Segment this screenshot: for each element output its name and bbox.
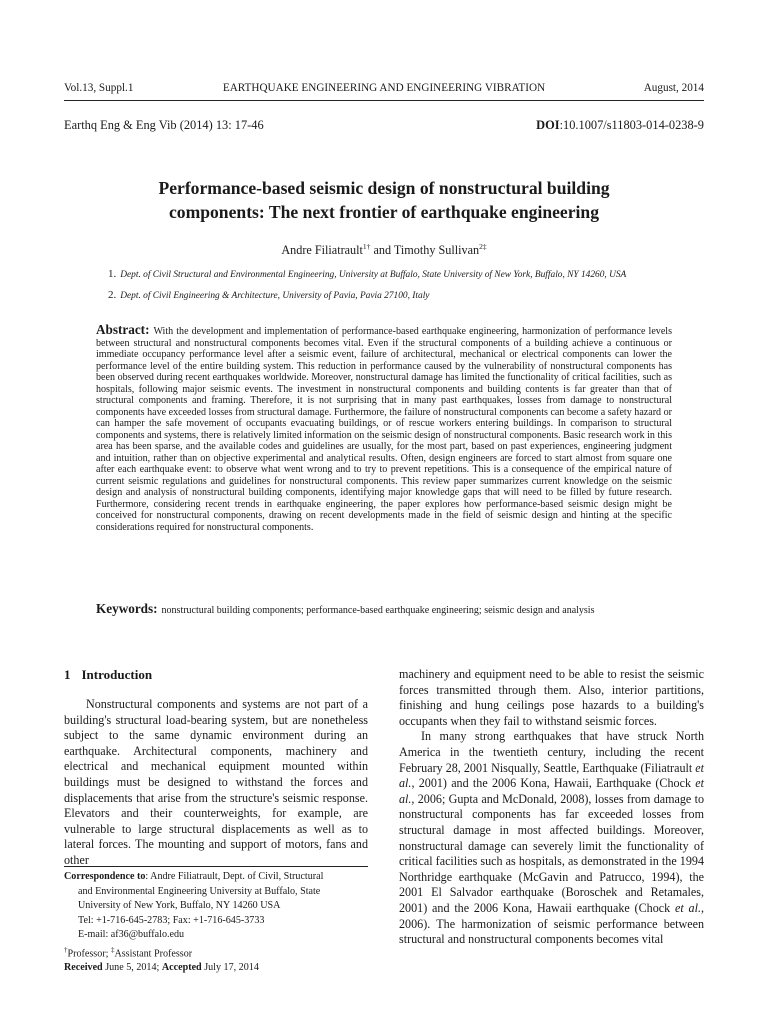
et-al: et al., [399,776,704,806]
affiliation-number: 1. [108,268,117,280]
keywords [96,601,696,617]
author-joiner: and [370,243,394,258]
author-roles [64,943,368,962]
abstract-label: Abstract: [96,322,150,337]
affiliation-number: 2. [108,289,117,301]
footnote-rule [64,866,368,867]
affiliation-2 [108,289,708,301]
body-text: , 2001) and the 2006 Kona, Hawaii, Earthquake (Chock [411,776,696,791]
body-text: In many strong earthquakes that have struck North America in the twentieth century, including the recent February 28, 2001 Nisqually, Seattle, Earthquake (Filiatrault [399,729,704,775]
affiliation-1 [108,268,708,280]
section-heading [64,667,152,683]
body-text: , 2006). The harmonization of seismic performance between structural and nonstructural components becomes vital [399,900,704,947]
journal-name: EARTHQUAKE ENGINEERING AND ENGINEERING VIBRATION [222,82,546,94]
issue-date: August, 2014 [643,82,704,94]
accepted-label: Accepted [161,962,202,974]
footnote [64,870,368,976]
affiliation-text: Dept. of Civil Engineering & Architecture, University of Pavia, Pavia 27100, Italy [120,291,430,301]
doi [536,118,704,133]
paper-title [64,176,704,224]
running-header [64,82,704,96]
received-label: Received [64,962,103,974]
author-1-mark: 1† [362,242,371,251]
contact-phone: Tel: +1-716-645-2783; Fax: +1-716-645-3733 [78,914,265,926]
citation-line [64,118,704,134]
body-paragraph [399,729,704,947]
role-text: Assistant Professor [114,947,193,959]
accepted-date: July 17, 2014 [201,962,259,974]
role-mark: ‡ [110,945,115,954]
doi-label: DOI [536,118,560,132]
et-al: et al. [674,900,701,915]
contact-email: E-mail: af36@buffalo.edu [78,929,185,940]
author-list [64,242,704,258]
correspondence-line [64,870,368,885]
author-2-mark: 2‡ [479,242,487,251]
title-line-2: components: The next frontier of earthquake engineering [168,202,600,222]
role-text: Professor; [67,947,111,959]
right-column [399,667,704,948]
role-mark: † [64,945,68,954]
doi-value: :10.1007/s11803-014-0238-9 [559,118,704,132]
volume-info: Vol.13, Suppl.1 [64,82,134,94]
correspondence-line: University of New York, Buffalo, NY 14260 USA [78,900,281,911]
keywords-label: Keywords: [96,601,158,616]
received-accepted [64,961,368,976]
section-number: 1 [64,667,71,682]
correspondence-text: : Andre Filiatrault, Dept. of Civil, Structural [145,871,324,882]
section-title: Introduction [81,667,153,682]
title-line-1: Performance-based seismic design of nonstructural building [158,178,610,198]
et-al: et al. [399,760,704,791]
author-2: Timothy Sullivan [393,243,480,258]
left-column [64,697,368,869]
body-paragraph: machinery and equipment need to be able to resist the seismic forces transmitted through them. Also, interior partitions, finishing and hung ceilings pose hazards to a building's occupants when they fail to withstand seismic forces. [399,667,704,728]
correspondence-label: Correspondence to [64,871,146,882]
received-date: June 5, 2014; [102,962,162,974]
body-paragraph: Nonstructural components and systems are not part of a building's structural load-bearing system, but are nonetheless subject to the same dynamic environment during an earthquake. Architectural components, machinery and electrical and mechanical equipment mounted within buildings must be designed to withstand the forces and displacements that arise from the structure's seismic response. Elevators and their counterweights, for example, are vulnerable to large structural displacements as well as to lateral forces. The mounting and support of motors, fans and other [64,697,368,867]
keywords-text: nonstructural building components; performance-based earthquake engineering; seismic design and analysis [161,605,595,616]
correspondence-line: and Environmental Engineering University at Buffalo, State [78,885,321,897]
affiliation-text: Dept. of Civil Structural and Environmental Engineering, University at Buffalo, State University of New York, Buffalo, NY 14260, USA [120,270,627,280]
body-text: 2006; Gupta and McDonald, 2008), losses from damage to nonstructural components has far exceeded losses from structural damage in most affected buildings. Moreover, nonstructural damage can severely limit the functionality of critical facilities such as hospitals, as demonstrated in the 1994 Northridge earthquake (McGavin and Patrucco, 1994), the 2001 El Salvador earthquake (Boroschek and Retamales, 2001) and the 2006 Kona, Hawaii earthquake (Chock [399,791,704,915]
header-rule [64,100,704,101]
citation-ref: Earthq Eng & Eng Vib (2014) 13: 17-46 [64,118,264,132]
abstract-text: With the development and implementation of performance-based earthquake engineering, harmonization of performance levels between structural and nonstructural components becomes vital. Even if the structural components of a building achieve a continuous or immediate occupancy performance level after a seismic event, failure of architectural, mechanical or electrical components can lower the performance level of the entire building system. This reduction in performance caused by the vulnerability of nonstructural components has been observed during recent earthquakes worldwide. Moreover, nonstructural damage has limited the functionality of critical facilities, such as hospitals, following major seismic events. The investment in nonstructural components and building contents is far greater than that of structural components and framing. Therefore, it is not surprising that in many past earthquakes, losses from damage to nonstructural components have exceeded losses from structural damage. Furthermore, the failure of nonstructural components can become a safety hazard or can hamper the safe movement of occupants evacuating buildings, or of rescue workers entering buildings. In comparison to structural components and systems, there is relatively limited information on the seismic design of nonstructural components. Basic research work in this area has been sparse, and the available codes and guidelines are usually, for the most part, based on past experiences, engineering judgment and intuition, rather than on objective experimental and analytical results. Often, design engineers are forced to start almost from square one after each earthquake event: to observe what went wrong and to try to prevent repetitions. This is a consequence of the empirical nature of current seismic regulations and guidelines for nonstructural components. This review paper summarizes current knowledge on the seismic design and analysis of nonstructural building components, identifying major knowledge gaps that will need to be filled by future research. Furthermore, considering recent trends in earthquake engineering, the paper explores how performance-based seismic design might be conceived for nonstructural components, drawing on recent developments made in the field of seismic design and hinting at the specific considerations required for nonstructural components. [96,326,672,533]
author-1: Andre Filiatrault [281,243,363,258]
abstract [96,324,672,533]
